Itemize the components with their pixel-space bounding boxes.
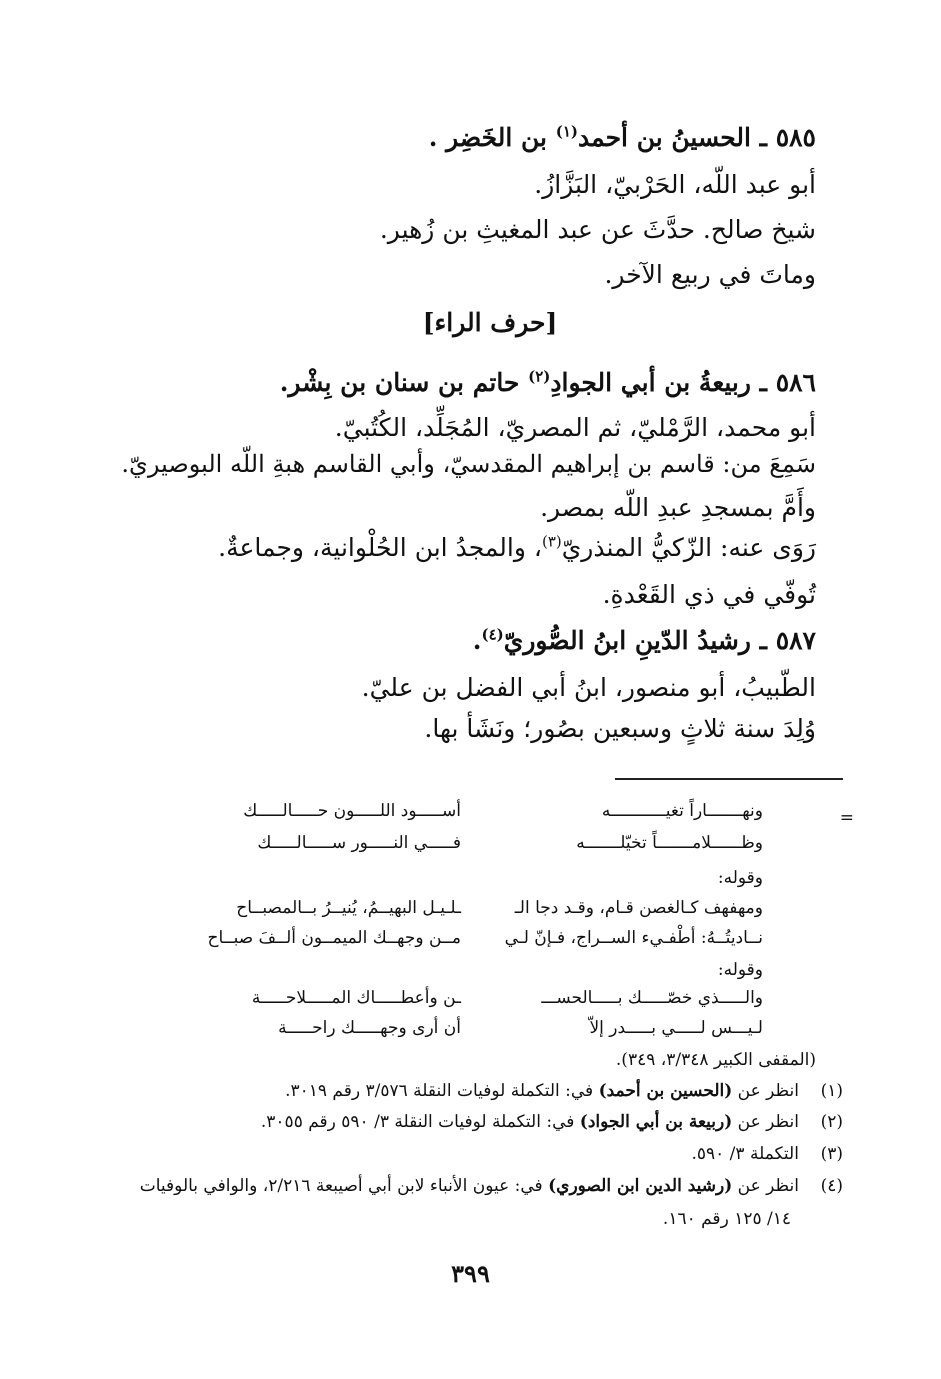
verse-3-first-hemistich: ومهفهف كـالغصن قـام، وقـد دجا الـ <box>514 898 763 918</box>
entry-name: ربيعةُ بن أبي الجوادِ <box>550 368 751 397</box>
verse-2-first-hemistich: وظــــــلامـــــــاً تخيّلـــــــه <box>576 833 763 853</box>
verse-2-second-hemistich: فـــــي النـــــور ســـــالـــــك <box>257 833 461 853</box>
entry-name-rest: حاتم بن سنان بن بِشْر. <box>279 368 520 397</box>
page-number: ٣٩٩ <box>451 1259 490 1288</box>
entry-586-line-3: وأَمَّ بمسجدِ عبدِ اللّه بمصر. <box>540 493 816 522</box>
entry-name: رشيدُ الدّينِ ابنُ الصُّوريّ <box>503 626 751 655</box>
footnote-ref: (١) <box>555 122 579 141</box>
entry-586-heading: ٥٨٦ ـ ربيعةُ بن أبي الجوادِ$^{(٢)}$ حاتم بن سنان بن بِشْر. <box>279 367 816 397</box>
entry-587-line-2: وُلِدَ سنة ثلاثٍ وسبعين بصُور؛ ونَشَأ بها. <box>424 714 816 743</box>
verse-source: (المقفى الكبير ٣/٣٤٨، ٣٤٩). <box>615 1050 816 1070</box>
verse-4-first-hemistich: نــاديتُــهُ: أطْفـيء الســراج، فـإنّ لـي <box>504 928 763 948</box>
footnote-ref: (٢) <box>528 367 551 386</box>
entry-name: الحسينُ بن أحمد <box>578 123 751 152</box>
entry-585-heading: ٥٨٥ ـ الحسينُ بن أحمد$^{(١)}$ بن الخَضِر . <box>428 122 816 152</box>
entry-586-line-1: أبو محمد، الرَّمْليّ، ثم المصريّ، المُجَلِّد، الكُتُبيّ. <box>334 413 816 442</box>
footnote-number: (١) <box>820 1081 843 1101</box>
footnote-4: (٤) انظر عن (رشيد الدين ابن الصوري) في: عيون الأنباء لابن أبي أصيبعة ٢/٢١٦، والوافي بالوفيات <box>139 1176 843 1196</box>
verse-intro-3: وقوله: <box>717 960 763 980</box>
entry-number: ٥٨٦ <box>775 368 816 397</box>
entry-585-line-2: شيخ صالح. حدَّثَ عن عبد المغيثِ بن زُهير. <box>379 215 816 244</box>
footnote-ref: (٤) <box>481 625 504 644</box>
entry-587-heading: ٥٨٧ ـ رشيدُ الدّينِ ابنُ الصُّوريّ$^{(٤)}$. <box>472 625 816 655</box>
footnote-number: (٤) <box>820 1176 843 1196</box>
section-title: [حرف الراء] <box>422 308 558 337</box>
entry-name-rest: بن الخَضِر . <box>428 123 548 152</box>
footnote-number: (٢) <box>820 1112 843 1132</box>
verse-3-second-hemistich: ـلـيـل البهيــمُ، يُنيــرُ بــالمصبــاح <box>236 898 461 918</box>
footnote-4-continuation: ١٤/ ١٢٥ رقم ١٦٠. <box>662 1209 791 1229</box>
verse-intro-2: وقوله: <box>717 868 763 888</box>
verse-4-second-hemistich: مــن وجهــك الميمــون ألــفَ صبــاح <box>207 928 461 948</box>
entry-587-line-1: الطّبيبُ، أبو منصور، ابنُ أبي الفضل بن عليّ. <box>361 673 816 702</box>
footnote-ref: (٣) <box>541 532 562 551</box>
footnote-3: (٣) التكملة ٣/ ٥٩٠. <box>691 1144 843 1164</box>
entry-586-line-5: تُوفّي في ذي القَعْدةِ. <box>602 580 816 609</box>
verse-1-first-hemistich: ونهـــــــاراً تغيـــــــــــه <box>601 801 763 821</box>
footnote-2: (٢) انظر عن (ربيعة بن أبي الجواد) في: التكملة لوفيات النقلة ٣/ ٥٩٠ رقم ٣٠٥٥. <box>260 1112 843 1132</box>
verse-1-second-hemistich: أســـــود اللـــــون حـــــالـــــك <box>243 801 461 821</box>
entry-585-line-1: أبو عبد اللّه، الحَرْبيّ، البَزَّازُ. <box>534 170 816 199</box>
entry-number: ٥٨٥ <box>775 123 816 152</box>
footnote-1: (١) انظر عن (الحسين بن أحمد) في: التكملة لوفيات النقلة ٣/٥٧٦ رقم ٣٠١٩. <box>285 1081 843 1101</box>
entry-586-line-4: رَوَى عنه: الزّكيُّ المنذريّ$^{(٣)}$، والمجدُ ابن الحُلْوانية، وجماعةٌ. <box>218 532 816 562</box>
entry-number: ٥٨٧ <box>775 626 816 655</box>
verse-5-second-hemistich: ـن وأعطـــــاك المـــــلاحـــــة <box>251 988 461 1008</box>
verse-6-second-hemistich: أن أرى وجهـــــك راحـــــة <box>278 1018 461 1038</box>
entry-586-line-2: سَمِعَ من: قاسم بن إبراهيم المقدسيّ، وأبي القاسم هبةِ اللّه البوصيريّ. <box>121 450 816 478</box>
verse-6-first-hemistich: لـيـــس لـــــي بـــــدر إلاّ <box>589 1018 763 1038</box>
continuation-mark: = <box>839 808 854 828</box>
footnote-number: (٣) <box>820 1144 843 1164</box>
footnote-separator <box>615 778 843 780</box>
verse-5-first-hemistich: والـــــذي خصّـــــك بـــــالحســـ <box>541 988 763 1008</box>
entry-585-line-3: وماتَ في ربيع الآخر. <box>604 260 816 289</box>
